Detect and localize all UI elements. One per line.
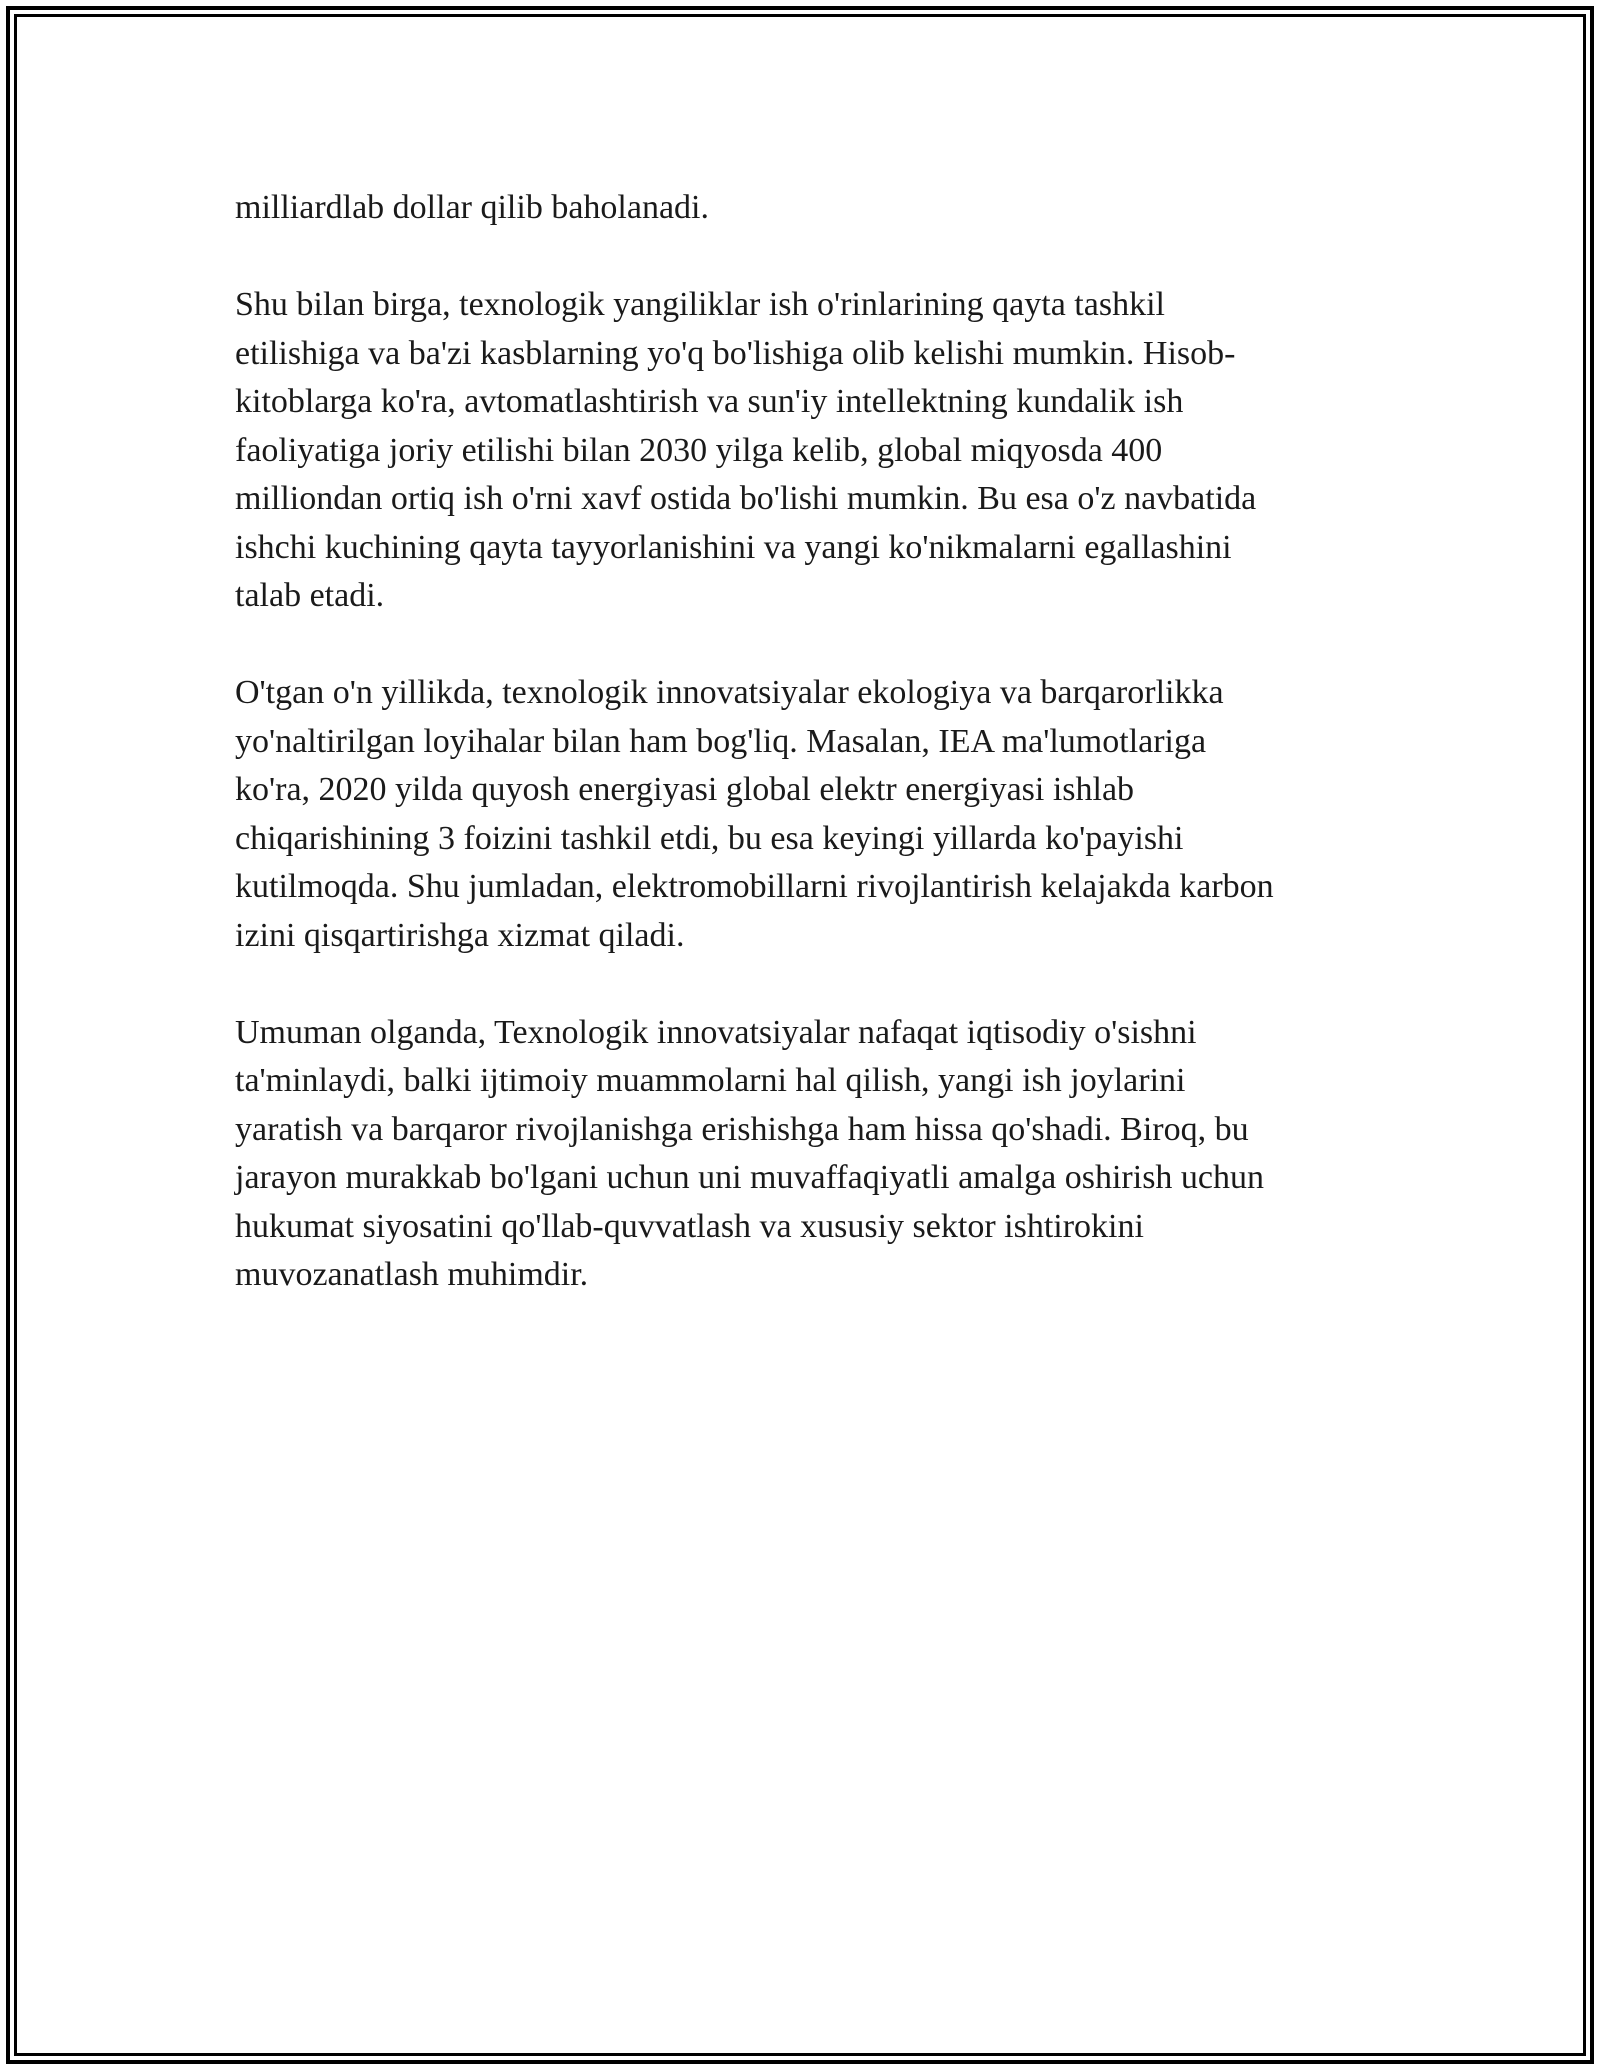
text-line: kitoblarga ko'ra, avtomatlashtirish va sun'iy intellektning kundalik ish <box>235 383 1184 420</box>
paragraph-3 <box>235 669 1365 960</box>
text-line: milliardlab dollar qilib baholanadi. <box>235 189 709 226</box>
paragraph-1 <box>235 184 1365 233</box>
text-line: Umuman olganda, Texnologik innovatsiyalar nafaqat iqtisodiy o'sishni <box>235 1013 1197 1051</box>
paragraph-4 <box>235 1009 1365 1300</box>
text-line: milliondan ortiq ish o'rni xavf ostida bo'lishi mumkin. Bu esa o'z navbatida <box>235 480 1257 517</box>
text-line: yo'naltirilgan loyihalar bilan ham bog'liq. Masalan, IEA ma'lumotlariga <box>235 722 1207 760</box>
text-line: O'tgan o'n yillikda, texnologik innovatsiyalar ekologiya va barqarorlikka <box>235 674 1224 711</box>
document-body <box>235 184 1365 1348</box>
text-line: jarayon murakkab bo'lgani uchun uni muvaffaqiyatli amalga oshirish uchun <box>235 1159 1265 1196</box>
text-line: faoliyatiga joriy etilishi bilan 2030 yilga kelib, global miqyosda 400 <box>235 431 1163 469</box>
text-line: muvozanatlash muhimdir. <box>235 1256 589 1293</box>
text-line: kutilmoqda. Shu jumladan, elektromobillarni rivojlantirish kelajakda karbon <box>235 868 1274 905</box>
text-line: yaratish va barqaror rivojlanishga erishishga ham hissa qo'shadi. Biroq, bu <box>235 1110 1249 1148</box>
text-line: Shu bilan birga, texnologik yangiliklar ish o'rinlarining qayta tashkil <box>235 286 1165 323</box>
text-line: talab etadi. <box>235 577 385 614</box>
text-line: ishchi kuchining qayta tayyorlanishini va yangi ko'nikmalarni egallashini <box>235 528 1232 566</box>
text-line: etilishiga va ba'zi kasblarning yo'q bo'lishiga olib kelishi mumkin. Hisob- <box>235 334 1236 372</box>
text-line: ta'minlaydi, balki ijtimoiy muammolarni hal qilish, yangi ish joylarini <box>235 1062 1186 1099</box>
text-line: izini qisqartirishga xizmat qiladi. <box>235 916 685 954</box>
text-line: chiqarishining 3 foizini tashkil etdi, bu esa keyingi yillarda ko'payishi <box>235 819 1184 857</box>
text-line: hukumat siyosatini qo'llab-quvvatlash va xususiy sektor ishtirokini <box>235 1207 1144 1245</box>
text-line: ko'ra, 2020 yilda quyosh energiyasi global elektr energiyasi ishlab <box>235 771 1135 808</box>
paragraph-2 <box>235 281 1365 621</box>
